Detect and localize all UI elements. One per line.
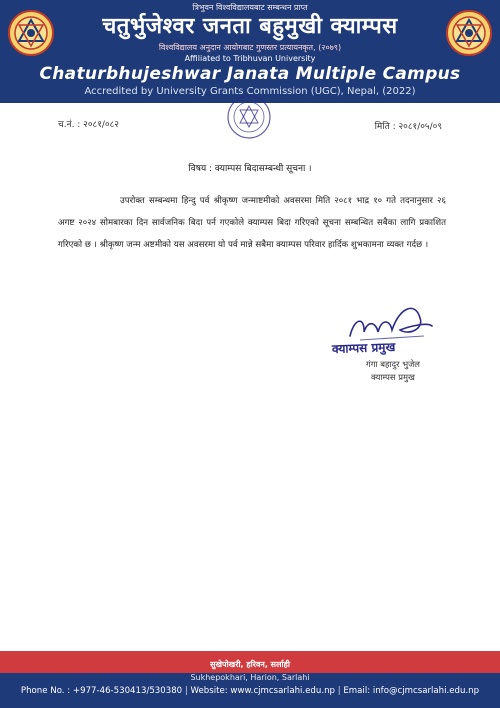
address-english: Sukhepokhari, Harion, Sarlahi	[190, 673, 310, 682]
signatory-title: क्याम्पस प्रमुख	[371, 372, 415, 382]
separator: |	[337, 686, 344, 696]
affiliation-english: Affiliated to Tribhuvan University	[184, 54, 316, 63]
campus-name-english: Chaturbhujeshwar Janata Multiple Campus	[39, 64, 461, 84]
campus-seal-stamp	[219, 95, 279, 145]
campus-logo-icon	[446, 10, 492, 56]
affiliation-nepali: त्रिभुवन विश्वविद्यालयबाट सम्बन्धन प्राप्त	[192, 3, 308, 12]
campus-logo-icon	[8, 10, 54, 56]
letter-subject: विषय : क्याम्पस बिदासम्बन्धी सूचना ।	[188, 164, 312, 174]
accreditation-english: Accredited by University Grants Commission (UGC), Nepal, (2022)	[84, 86, 416, 97]
website-link[interactable]: Website: www.cjmcsarlahi.edu.np	[190, 686, 335, 696]
phone-number: Phone No. : +977-46-530413/530380	[20, 686, 183, 696]
signatory-name: गंगा बहादुर भुजेल	[366, 359, 420, 369]
letter-date: मिति : २०८१/०५/०९	[374, 122, 442, 132]
campus-name-nepali: चतुर्भुजेश्वर जनता बहुमुखी क्याम्पस	[102, 14, 398, 39]
accreditation-nepali: विश्वविद्यालय अनुदान आयोगबाट गुणस्तर प्रत्यायनकृत, (२०७९)	[158, 43, 342, 52]
email-link[interactable]: Email: info@cjmcsarlahi.edu.np	[343, 686, 480, 696]
letter-body	[58, 190, 446, 256]
address-nepali: सुखेपोखरी, हरिवन, सर्लाही	[210, 660, 290, 669]
body-paragraph: उपरोक्त सम्बन्धमा हिन्दु पर्व श्रीकृष्ण जन्माष्टमीको अवसरमा मिति २०८१ भाद्र १० गते तदनानुसार २६ अगष्ट २०२४ सोमबारका दिन सार्वजनिक बिदा पर्न गएकोले क्याम्पस बिदा गरिएको सूचना सम्बन्धित सबैका लागि प्रकाशित गरिएको छ । श्रीकृष्ण जन्म अष्टमीको यस अवसरमा यो पर्व मान्ने सबैमा क्याम्पस परिवार हार्दिक शुभकामना व्यक्त गर्दछ ।	[58, 196, 446, 250]
signature-stamp: क्याम्पस प्रमुख	[331, 339, 396, 357]
contact-line	[0, 686, 500, 696]
reference-number: च.नं. : २०८१/०८२	[58, 120, 119, 130]
separator: |	[184, 686, 191, 696]
